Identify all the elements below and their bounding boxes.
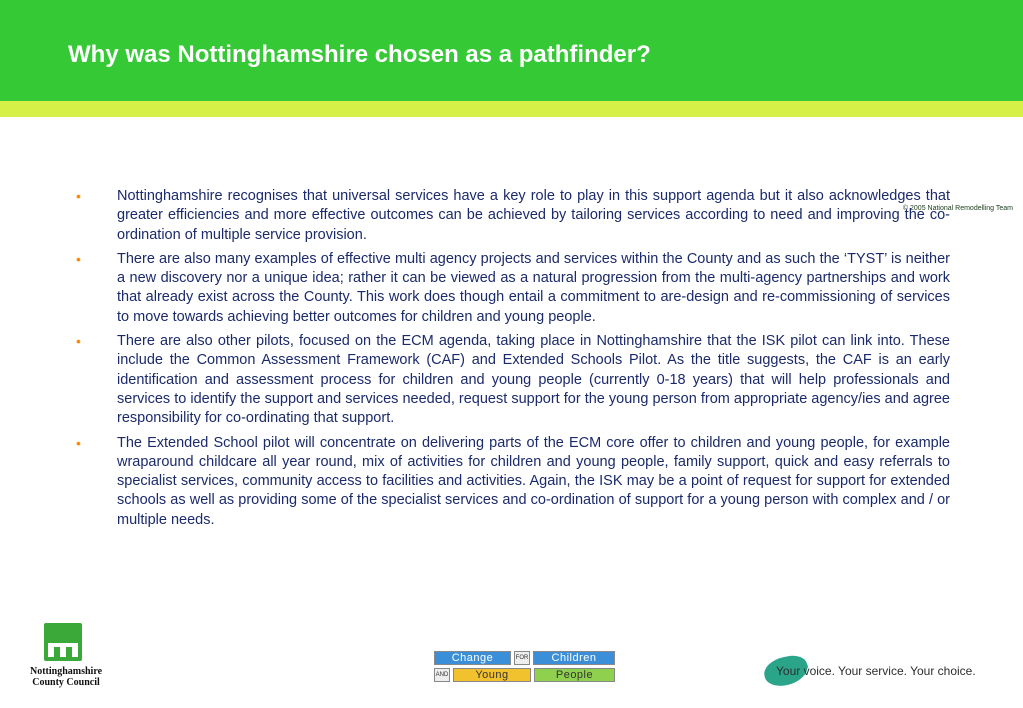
- bullet-icon: •: [76, 333, 81, 350]
- bullet-text: There are also many examples of effective multi agency projects and services within the County and as such the ‘TYST’ is neither a new discovery nor a unique idea; rather it can be viewed as a natural progression from the multi-agency partnerships and work that already exist across the County. This work does though entail a commitment to are-design and re-commissioning of services to move towards achieving better outcomes for children and young people.: [117, 250, 950, 325]
- logo-word-change: Change: [434, 651, 511, 665]
- council-name-line2: County Council: [32, 677, 100, 688]
- bullet-text: Nottinghamshire recognises that universal services have a key role to play in this support agenda but it also acknowledges that greater efficiencies and more effective outcomes can be achieved by tailoring services according to need and improving the co-ordination of multiple service provision.: [117, 188, 950, 243]
- bullet-item: [76, 434, 950, 530]
- bullet-text: There are also other pilots, focused on the ECM agenda, taking place in Nottinghamshire that the ISK pilot can link into. These include the Common Assessment Framework (CAF) and Extended Schools Pilot. As the title suggests, the CAF is an early identification and assessment process for children and young people (currently 0-18 years) that will help professionals and services to identify the support and services needed, request support for the young person from appropriate agency/ies and agree responsibility for co-ordinating that support.: [117, 333, 950, 427]
- council-name-line1: Nottinghamshire: [29, 666, 103, 677]
- slide-title: Why was Nottinghamshire chosen as a pathfinder?: [68, 41, 651, 68]
- your-voice-logo: [764, 655, 1009, 689]
- council-emblem-icon: [44, 623, 82, 661]
- tagline-text: Your voice. Your service. Your choice.: [776, 664, 976, 678]
- bullet-icon: •: [76, 188, 81, 204]
- bullet-icon: •: [76, 250, 81, 267]
- copyright-notice: © 2005 National Remodelling Team: [902, 205, 1013, 212]
- logo-word-people: People: [534, 668, 615, 682]
- logo-word-and: AND: [434, 668, 450, 682]
- logo-word-for: FOR: [514, 651, 530, 665]
- change-for-children-logo: [434, 651, 616, 685]
- logo-word-children: Children: [533, 651, 615, 665]
- council-name: [18, 666, 114, 688]
- bullet-icon: •: [76, 434, 81, 451]
- logo-word-young: Young: [453, 668, 531, 682]
- bullet-list: [76, 187, 950, 535]
- nottinghamshire-council-logo: [18, 620, 114, 690]
- bullet-item: [76, 332, 950, 428]
- bullet-text: The Extended School pilot will concentrate on delivering parts of the ECM core offer to children and young people, for example wraparound childcare all year round, mix of activities for children and young people, family support, quick and easy referrals to specialist services, community access to facilities and activities. Again, the ISK may be a point of request for support for extended schools as well as providing some of the specialist services and co-ordination of support for a young person with complex and / or multiple needs.: [117, 434, 950, 528]
- header-strip: [0, 101, 1023, 212]
- bullet-item: [76, 187, 950, 245]
- header-bar: [0, 0, 1023, 101]
- bullet-item: [76, 250, 950, 327]
